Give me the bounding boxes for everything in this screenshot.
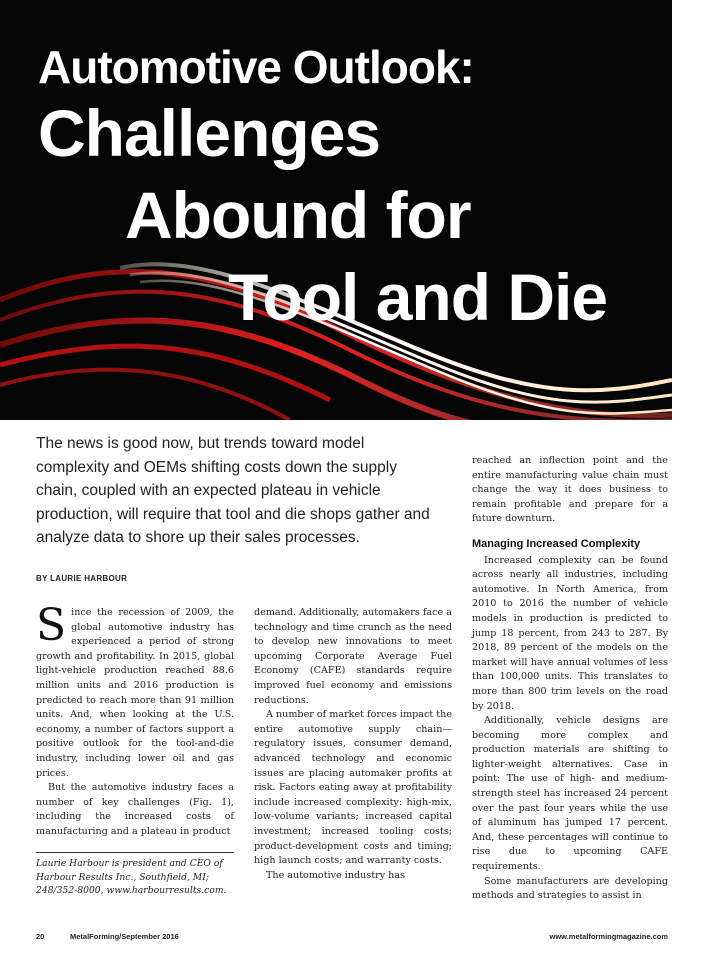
column-1 (36, 600, 234, 840)
column-3 (472, 454, 668, 904)
paragraph: Increased complexity can be found across nearly all industries, including automotive. In North America, from 2010 to 2016 the number of vehicle models in production is predicted to jump 18 percent, from 243 to 287. By 2018, 89 percent of the models on the market will have annual volumes of less than 100,000 units. This translates to more than 800 trim levels on the road by 2018. (472, 554, 668, 712)
paragraph: Additionally, vehicle designs are becoming more complex and production materials are shifting to lighter-weight alternatives. Case in point: The use of high- and medium-strength steel has increased 24 percent over the past four years while the use of aluminum has jumped 17 percent. And, these percentages will continue to rise due to upcoming CAFE requirements. (472, 715, 668, 873)
page-number: 20 (36, 932, 45, 941)
bio-divider (36, 852, 234, 853)
section-heading: Managing Increased Complexity (472, 537, 641, 550)
paragraph: The automotive industry has (266, 869, 406, 881)
headline-line-2: Challenges (38, 96, 381, 170)
headline-line-4: Tool and Die (228, 260, 608, 334)
headline-line-1: Automotive Outlook: (38, 41, 474, 93)
byline: BY LAURIE HARBOUR (36, 574, 128, 583)
paragraph: But the automotive industry faces a number of key challenges (Fig. 1), including the increased costs of manufacturing and a plateau in product (36, 782, 234, 837)
magazine-issue: MetalForming/September 2016 (70, 932, 179, 941)
paragraph: Some manufacturers are developing methods and strategies to assist in (472, 875, 668, 902)
paragraph (36, 600, 234, 781)
drop-cap: S (36, 600, 67, 651)
author-bio: Laurie Harbour is president and CEO of Harbour Results Inc., Southfield, MI; 248/352-8000, www.harbourresults.com. (36, 858, 227, 896)
paragraph-text: ince the recession of 2009, the global automotive industry has experienced a period of strong growth and profitability. In 2015, global light-vehicle production reached 88.6 million units and 2016 production is predicted to reach more than 91 million units. And, when looking at the U.S. economy, a number of factors support a positive outlook for the tool-and-die industry, including lower oil and gas prices. (36, 607, 234, 779)
magazine-url: www.metalformingmagazine.com (549, 932, 668, 941)
paragraph: A number of market forces impact the entire automotive supply chain—regulatory issues, consumer demand, advanced technology and economic issues are placing automaker profits at risk. Factors eating away at profitability include increased complexity: high-mix, low-volume variants; increased capital investment; increased tooling costs; product-development costs and timing; high launch costs; and warranty costs. (254, 709, 453, 867)
article-deck: The news is good now, but trends toward model complexity and OEMs shifting costs down the supply chain, coupled with an expected plateau in vehicle production, will require that tool and die shops gather and analyze data to shore up their sales processes. (36, 435, 430, 546)
paragraph: reached an inflection point and the entire manufacturing value chain must change the way it does business to remain profitable and prepare for a future downturn. (472, 455, 668, 525)
hero-banner (0, 0, 672, 420)
paragraph: demand. Additionally, automakers face a technology and time crunch as the need to develop new innovations to meet upcoming Corporate Average Fuel Economy (CAFE) standards require improved fuel economy and emissions reductions. (254, 607, 452, 706)
headline-line-3: Abound for (125, 178, 471, 252)
column-2 (254, 606, 452, 883)
